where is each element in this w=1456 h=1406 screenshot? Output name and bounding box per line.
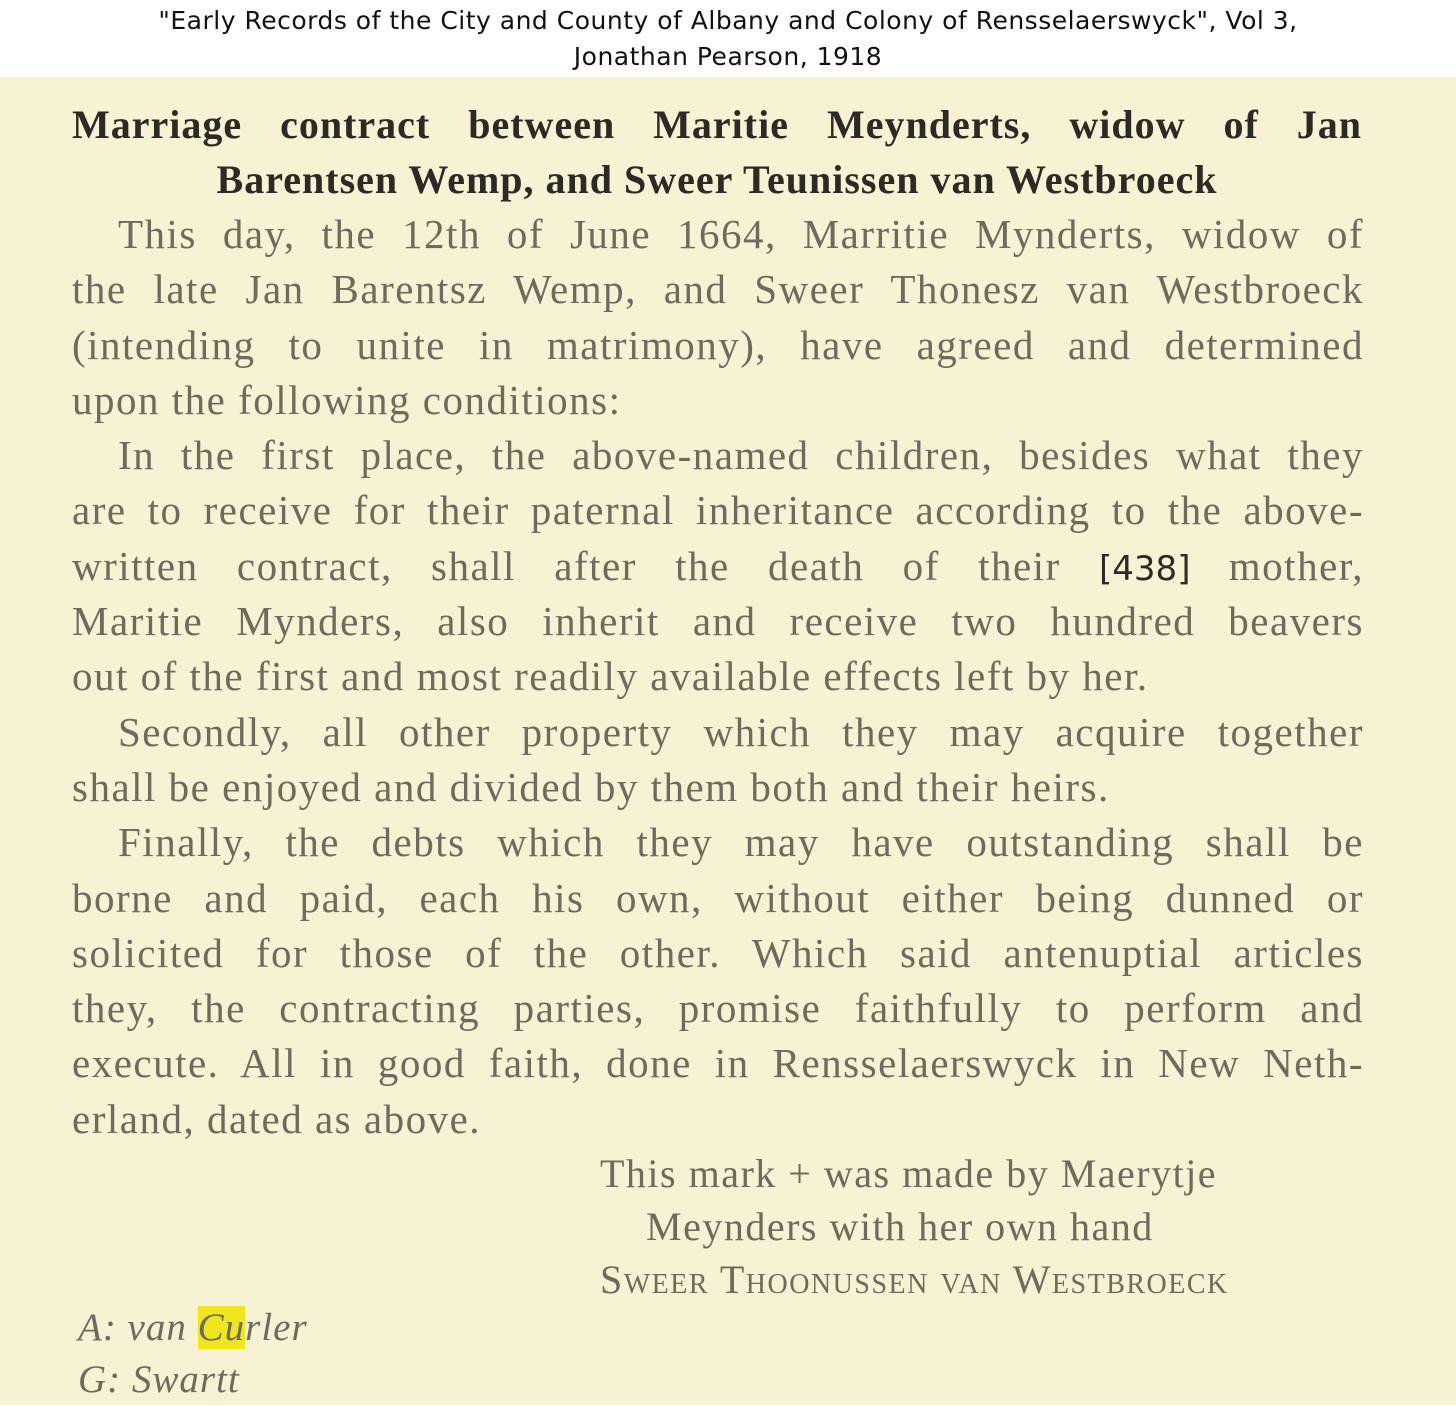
contract-body <box>72 207 1364 1147</box>
scanned-page <box>0 77 1456 1405</box>
highlighted-text: Cu <box>197 1306 246 1349</box>
signature-block <box>600 1147 1370 1306</box>
body-line: they, the contracting parties, promise faithfully to perform and <box>72 985 1364 1032</box>
caption-line-1: "Early Records of the City and County of Albany and Colony of Rensselaerswyck", Vol 3, <box>158 6 1298 35</box>
image-caption <box>0 0 1456 77</box>
caption-line-2: Jonathan Pearson, 1918 <box>573 42 883 71</box>
heading-line-2: Barentsen Wemp, and Sweer Teunissen van Westbroeck <box>216 157 1218 202</box>
body-line: Finally, the debts which they may have outstanding shall be <box>118 819 1364 866</box>
witness-a-prefix: A: van <box>78 1306 198 1349</box>
signature-mark-line: This mark + was made by Maerytje <box>600 1151 1218 1196</box>
body-line: solicited for those of the other. Which said antenuptial articles <box>72 929 1364 976</box>
body-line: Secondly, all other property which they may acquire together <box>118 708 1364 755</box>
body-line-with-page-number <box>72 539 1364 594</box>
body-line: Maritie Mynders, also inherit and receive two hundred beavers <box>72 598 1364 645</box>
document-heading <box>72 97 1362 207</box>
body-line: (intending to unite in matrimony), have agreed and determined <box>72 321 1364 368</box>
body-line: shall be enjoyed and divided by them both and their heirs. <box>72 763 1110 810</box>
body-line: execute. All in good faith, done in Rensselaerswyck in New Neth- <box>72 1040 1364 1087</box>
witness-a <box>78 1302 308 1354</box>
page-number: [438] <box>1099 548 1191 589</box>
witness-g: G: Swartt <box>78 1358 240 1401</box>
body-line: In the first place, the above-named children, besides what they <box>118 432 1364 479</box>
body-line-part: written contract, shall after the death of their <box>72 542 1061 589</box>
body-line-part: mother, <box>1228 542 1365 589</box>
body-line: are to receive for their paternal inheritance according to the above- <box>72 487 1364 534</box>
body-line: out of the first and most readily available effects left by her. <box>72 653 1149 700</box>
signature-sweer: Sweer Thoonussen van Westbroeck <box>600 1257 1229 1302</box>
witness-a-suffix: rler <box>245 1306 308 1349</box>
witness-block <box>78 1302 308 1406</box>
signature-mark-line-2: Meynders with her own hand <box>646 1204 1154 1249</box>
heading-line-1: Marriage contract between Maritie Meynderts, widow of Jan <box>72 102 1362 147</box>
body-line: borne and paid, each his own, without either being dunned or <box>72 874 1364 921</box>
body-line: the late Jan Barentsz Wemp, and Sweer Thonesz van Westbroeck <box>72 266 1364 313</box>
body-line: This day, the 12th of June 1664, Marritie Mynderts, widow of <box>118 211 1364 257</box>
body-line: erland, dated as above. <box>72 1095 482 1142</box>
body-line: upon the following conditions: <box>72 376 622 423</box>
